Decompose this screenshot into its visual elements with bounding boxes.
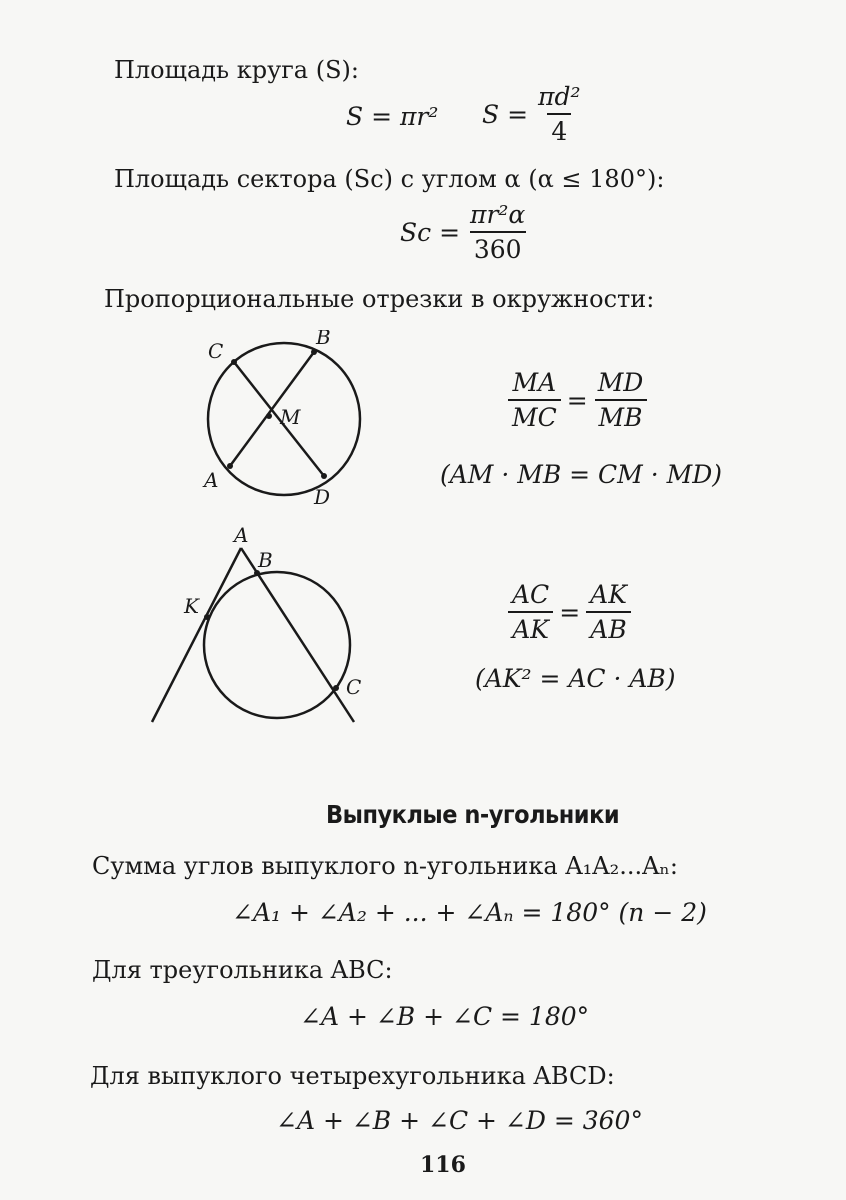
secant-circle xyxy=(204,572,350,718)
circle-area-formula-r: S = πr² xyxy=(346,102,439,131)
secant-proportion xyxy=(508,580,631,644)
triangle-formula: ∠A + ∠B + ∠C = 180° xyxy=(300,1002,590,1031)
chords-frac2-den: MB xyxy=(595,399,647,432)
label-a: A xyxy=(204,468,219,492)
label-d: D xyxy=(314,485,331,509)
circle-area-formula-d-den: 4 xyxy=(547,113,571,146)
chords-product: (AM · MB = CM · MD) xyxy=(440,460,723,489)
sector-area-lhs: Sс = xyxy=(400,217,461,247)
chords-diagram xyxy=(190,330,390,510)
label-c2: C xyxy=(346,675,362,699)
sector-area-num: πr²α xyxy=(470,200,526,229)
section-heading: Выпуклые n-угольники xyxy=(326,800,620,829)
point-m-dot xyxy=(266,413,272,419)
label-k: K xyxy=(184,594,199,618)
point-c2-dot xyxy=(333,685,339,691)
sum-angles-label: Сумма углов выпуклого n-угольника A₁A₂...Aₙ: xyxy=(92,852,678,880)
circle-area-formula-d xyxy=(482,82,585,146)
circle-area-formula-d-lhs: S = xyxy=(482,99,529,129)
chords-frac2-num: MD xyxy=(597,368,644,397)
circle-area-formula-d-num: πd² xyxy=(538,82,581,111)
tangent-line xyxy=(152,548,241,722)
secant-equals: = xyxy=(559,597,581,627)
secant-frac2-num: AK xyxy=(590,580,627,609)
secant-frac2-den: AB xyxy=(586,611,630,644)
point-a-dot xyxy=(227,463,233,469)
chords-equals: = xyxy=(566,385,588,415)
label-b: B xyxy=(316,330,331,349)
label-a2: A xyxy=(234,523,249,547)
sector-area-den: 360 xyxy=(470,231,526,264)
proportional-label: Пропорциональные отрезки в окружности: xyxy=(104,285,655,313)
point-d-dot xyxy=(321,473,327,479)
page-number: 116 xyxy=(420,1152,466,1178)
chords-frac1-num: MA xyxy=(512,368,557,397)
chords-frac1-den: MC xyxy=(508,399,561,432)
quad-formula: ∠A + ∠B + ∠C + ∠D = 360° xyxy=(276,1106,643,1135)
chord-cd xyxy=(234,362,324,476)
label-m: M xyxy=(280,405,301,429)
sector-area-formula xyxy=(400,200,529,264)
quad-label: Для выпуклого четырехугольника ABCD: xyxy=(90,1062,615,1090)
point-k-dot xyxy=(204,614,210,620)
secant-product: (AK² = AC · AB) xyxy=(475,664,676,693)
point-c-dot xyxy=(231,359,237,365)
chords-proportion xyxy=(508,368,647,432)
point-b-dot xyxy=(311,349,317,355)
secant-frac1-num: AC xyxy=(512,580,550,609)
label-b2: B xyxy=(258,548,273,572)
triangle-label: Для треугольника ABC: xyxy=(92,956,393,984)
secant-diagram xyxy=(140,520,370,730)
sum-angles-formula: ∠A₁ + ∠A₂ + ... + ∠Aₙ = 180° (n − 2) xyxy=(232,898,707,927)
secant-frac1-den: AK xyxy=(508,611,553,644)
sector-area-label: Площадь сектора (Sс) с углом α (α ≤ 180°): xyxy=(114,165,665,193)
label-c: C xyxy=(208,339,224,363)
circle-area-label: Площадь круга (S): xyxy=(114,56,359,84)
